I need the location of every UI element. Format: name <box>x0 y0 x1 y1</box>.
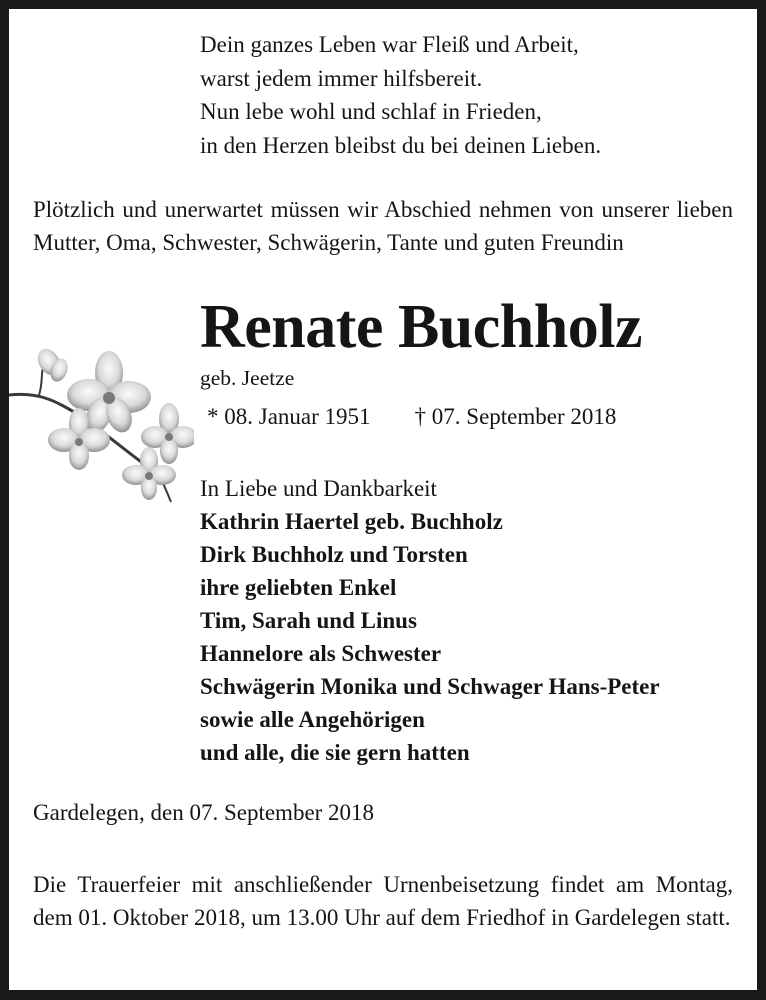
mourner-line: Schwägerin Monika und Schwager Hans-Peter <box>200 674 660 699</box>
intro-text: Plötzlich und unerwartet müssen wir Abschied nehmen von unserer lieben Mutter, Oma, Schwester, Schwägerin, Tante und guten Freundin <box>33 197 733 255</box>
mourners-list <box>200 505 660 769</box>
mourner-line: und alle, die sie gern hatten <box>200 740 470 765</box>
poem-line: Nun lebe wohl und schlaf in Frieden, <box>200 99 542 124</box>
deceased-name: Renate Buchholz <box>200 293 642 361</box>
mourner-line: Kathrin Haertel geb. Buchholz <box>200 509 503 534</box>
death-date: † 07. September 2018 <box>414 404 617 429</box>
birth-date: * 08. Januar 1951 <box>207 404 371 429</box>
maiden-name: geb. Jeetze <box>200 366 295 390</box>
mourner-line: Tim, Sarah und Linus <box>200 608 417 633</box>
place-date: Gardelegen, den 07. September 2018 <box>33 800 375 825</box>
life-dates <box>207 404 616 430</box>
poem-line: warst jedem immer hilfsbereit. <box>200 65 483 91</box>
funeral-notice: Die Trauerfeier mit anschließender Urnenbeisetzung findet am Montag, dem 01. Oktober 2018, um 13.00 Uhr auf dem Friedhof in Gardelegen statt. <box>33 872 733 930</box>
poem-line: Dein ganzes Leben war Fleiß und Arbeit, <box>200 32 579 57</box>
memorial-poem <box>200 28 601 162</box>
mourner-line: sowie alle Angehörigen <box>200 707 425 732</box>
thanks-line: In Liebe und Dankbarkeit <box>200 476 437 501</box>
poem-line: in den Herzen bleibst du bei deinen Lieben. <box>200 132 602 158</box>
mourner-line: ihre geliebten Enkel <box>200 575 397 600</box>
mourner-line: Hannelore als Schwester <box>200 641 442 666</box>
mourner-line: Dirk Buchholz und Torsten <box>200 542 468 567</box>
orchid-icon <box>9 340 194 510</box>
